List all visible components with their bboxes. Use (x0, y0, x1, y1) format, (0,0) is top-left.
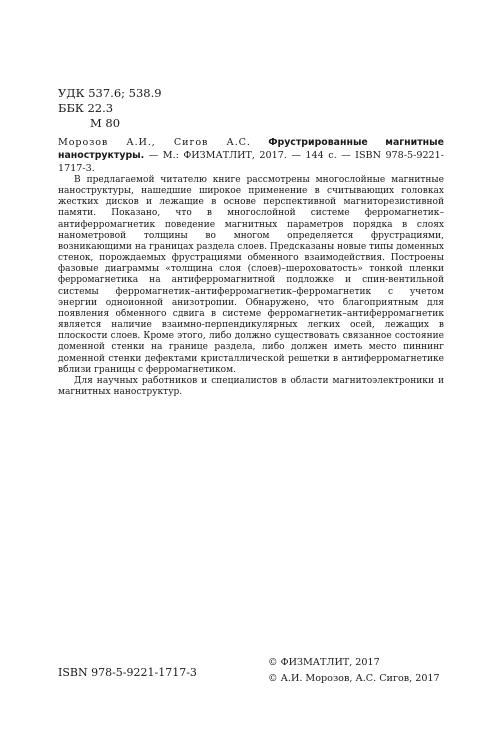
abstract (58, 175, 444, 398)
bbk-code: ББК 22.3 (58, 101, 114, 115)
abstract-paragraph: В предлагаемой читателю книге рассмотрены многослойные магнитные наноструктуры, нашедшие широкое применение в считывающих головках жестких дисков и лежащие в основе перспективной магниторезистивной памяти. Показано, что в многослойной системе ферромагнетик–антиферромагнетик поведение магнитных параметров порядка в слоях нанометровой толщины во многом определяется фрустрациями, возникающими на границах раздела слоев. Предсказаны новые типы доменных стенок, порождаемых фрустрациями обменного взаимодействия. Построены фазовые диаграммы «толщина слоя (слоев)–шероховатость» тонкой пленки ферромагнетика на антиферромагнитной подложке и спин-вентильной системы ферромагнетик–антиферромагнетик–ферромагнетик с учетом энергии одноионной анизотропии. Обнаружено, что благоприятным для появления обменного сдвига в системе ферромагнетик–антиферромагнетик является наличие взаимно-перпендикулярных легких осей, лежащих в плоскости слоев. Кроме этого, либо должно существовать связанное состояние доменной стенки на границе раздела, либо должен иметь место пиннинг доменной стенки дефектами кристаллической решетки в антиферромагнетике вблизи границы с ферромагнетиком. (58, 175, 444, 375)
copyright-publisher: © ФИЗМАТЛИТ, 2017 (268, 657, 380, 668)
copyright-authors: © А.И. Морозов, А.С. Сигов, 2017 (268, 673, 440, 684)
book-title: Фрустрированные магнитные наноструктуры. (58, 137, 444, 161)
citation-authors: Морозов А.И., Сигов А.С. (58, 137, 251, 148)
author-mark: М 80 (90, 116, 121, 130)
classification-codes (58, 86, 162, 131)
copyright-block (268, 655, 440, 687)
citation-publication-info: — М.: ФИЗМАТЛИТ, 2017. — 144 с. — ISBN 978-5-9221-1717-3. (58, 150, 444, 174)
audience-paragraph: Для научных работников и специалистов в области магнитоэлектроники и магнитных наноструктур. (58, 375, 444, 397)
bibliographic-citation (58, 136, 444, 175)
udk-code: УДК 537.6; 538.9 (58, 86, 162, 100)
isbn: ISBN 978-5-9221-1717-3 (58, 666, 197, 679)
